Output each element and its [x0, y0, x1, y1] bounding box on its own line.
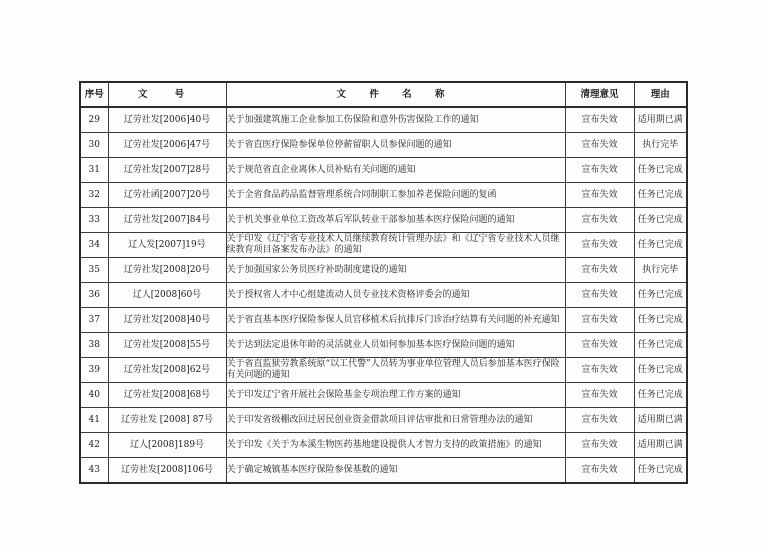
row-no: 33 [80, 208, 108, 233]
row-title: 关于授权省人才中心组建流动人员专业技术资格评委会的通知 [226, 283, 565, 308]
table-row [80, 383, 687, 408]
table-row [80, 433, 687, 458]
table-row [80, 283, 687, 308]
row-opinion: 宣布失效 [565, 133, 634, 158]
row-title: 关于印发省级棚改回迁居民创业资金借款项目评估审批和日常管理办法的通知 [226, 408, 565, 433]
document-table [79, 81, 688, 484]
header-no: 序号 [80, 82, 108, 107]
table-row [80, 183, 687, 208]
row-reason: 适用期已满 [634, 107, 687, 133]
row-no: 37 [80, 308, 108, 333]
row-no: 29 [80, 107, 108, 133]
row-no: 34 [80, 233, 108, 258]
row-opinion: 宣布失效 [565, 458, 634, 484]
table-row [80, 233, 687, 258]
row-no: 41 [80, 408, 108, 433]
row-code: 辽劳社函[2007]20号 [108, 183, 226, 208]
row-code: 辽劳社发[2007]28号 [108, 158, 226, 183]
row-no: 31 [80, 158, 108, 183]
table-row [80, 358, 687, 383]
row-code: 辽劳社发[2008]62号 [108, 358, 226, 383]
row-opinion: 宣布失效 [565, 383, 634, 408]
row-no: 35 [80, 258, 108, 283]
row-code: 辽劳社发[2007]84号 [108, 208, 226, 233]
row-title: 关于达到法定退休年龄的灵活就业人员如何参加基本医疗保险问题的通知 [226, 333, 565, 358]
row-reason: 任务已完成 [634, 158, 687, 183]
row-code: 辽人[2008]189号 [108, 433, 226, 458]
table-row [80, 333, 687, 358]
table-header-row [80, 82, 687, 107]
row-opinion: 宣布失效 [565, 358, 634, 383]
row-title: 关于省直基本医疗保险参保人员官移植术后抗排斥门诊治疗结算有关问题的补充通知 [226, 308, 565, 333]
row-opinion: 宣布失效 [565, 258, 634, 283]
row-code: 辽劳社发[2008]106号 [108, 458, 226, 484]
row-reason: 任务已完成 [634, 333, 687, 358]
row-no: 42 [80, 433, 108, 458]
row-reason: 任务已完成 [634, 283, 687, 308]
row-reason: 任务已完成 [634, 233, 687, 258]
row-title: 关于省直医疗保险参保单位停薪留职人员参保问题的通知 [226, 133, 565, 158]
row-reason: 适用期已满 [634, 408, 687, 433]
row-opinion: 宣布失效 [565, 183, 634, 208]
row-title: 关于印发《辽宁省专业技术人员继续教育统计管理办法》和《辽宁省专业技术人员继续教育项目备案发布办法》的通知 [226, 233, 565, 258]
row-title: 关于加强建筑施工企业参加工伤保险和意外伤害保险工作的通知 [226, 107, 565, 133]
row-title: 关于确定城镇基本医疗保险参保基数的通知 [226, 458, 565, 484]
table-row [80, 308, 687, 333]
row-reason: 任务已完成 [634, 383, 687, 408]
table-row [80, 158, 687, 183]
row-code: 辽人[2008]60号 [108, 283, 226, 308]
table-row [80, 458, 687, 484]
table-row [80, 107, 687, 133]
row-code: 辽劳社发[2008]68号 [108, 383, 226, 408]
row-no: 38 [80, 333, 108, 358]
row-no: 32 [80, 183, 108, 208]
header-code: 文 号 [108, 82, 226, 107]
row-no: 43 [80, 458, 108, 484]
header-reason: 理由 [634, 82, 687, 107]
row-code: 辽劳社发[2006]40号 [108, 107, 226, 133]
row-reason: 任务已完成 [634, 458, 687, 484]
row-no: 36 [80, 283, 108, 308]
row-reason: 任务已完成 [634, 358, 687, 383]
row-no: 39 [80, 358, 108, 383]
row-code: 辽劳社发[2006]47号 [108, 133, 226, 158]
table-row [80, 133, 687, 158]
row-reason: 任务已完成 [634, 208, 687, 233]
row-code: 辽劳社发[2008]20号 [108, 258, 226, 283]
row-reason: 任务已完成 [634, 308, 687, 333]
row-title: 关于规范省直企业离休人员补贴有关问题的通知 [226, 158, 565, 183]
row-code: 辽人发[2007]19号 [108, 233, 226, 258]
header-opinion: 清理意见 [565, 82, 634, 107]
row-title: 关于省直监狱劳教系统原“以工代警”人员转为事业单位管理人员后参加基本医疗保险有关问题的通知 [226, 358, 565, 383]
row-no: 40 [80, 383, 108, 408]
row-reason: 执行完毕 [634, 133, 687, 158]
row-title: 关于全省食品药品监督管理系统合同制职工参加养老保险问题的复函 [226, 183, 565, 208]
row-code: 辽劳社发[2008]55号 [108, 333, 226, 358]
row-code: 辽劳社发 [2008] 87号 [108, 408, 226, 433]
row-opinion: 宣布失效 [565, 308, 634, 333]
table-row [80, 258, 687, 283]
header-title: 文 件 名 称 [226, 82, 565, 107]
row-title: 关于机关事业单位工资改革后军队转业干部参加基本医疗保险问题的通知 [226, 208, 565, 233]
table-row [80, 208, 687, 233]
row-opinion: 宣布失效 [565, 208, 634, 233]
table-row [80, 408, 687, 433]
row-opinion: 宣布失效 [565, 107, 634, 133]
row-opinion: 宣布失效 [565, 333, 634, 358]
row-reason: 任务已完成 [634, 183, 687, 208]
row-opinion: 宣布失效 [565, 408, 634, 433]
row-no: 30 [80, 133, 108, 158]
row-opinion: 宣布失效 [565, 233, 634, 258]
row-opinion: 宣布失效 [565, 158, 634, 183]
row-reason: 适用期已满 [634, 433, 687, 458]
row-code: 辽劳社发[2008]40号 [108, 308, 226, 333]
row-opinion: 宣布失效 [565, 283, 634, 308]
row-title: 关于印发《关于为本溪生物医药基地建设提供人才智力支持的政策措施》的通知 [226, 433, 565, 458]
row-opinion: 宣布失效 [565, 433, 634, 458]
row-title: 关于印发辽宁省开展社会保险基金专项治理工作方案的通知 [226, 383, 565, 408]
row-title: 关于加强国家公务员医疗补助制度建设的通知 [226, 258, 565, 283]
row-reason: 执行完毕 [634, 258, 687, 283]
